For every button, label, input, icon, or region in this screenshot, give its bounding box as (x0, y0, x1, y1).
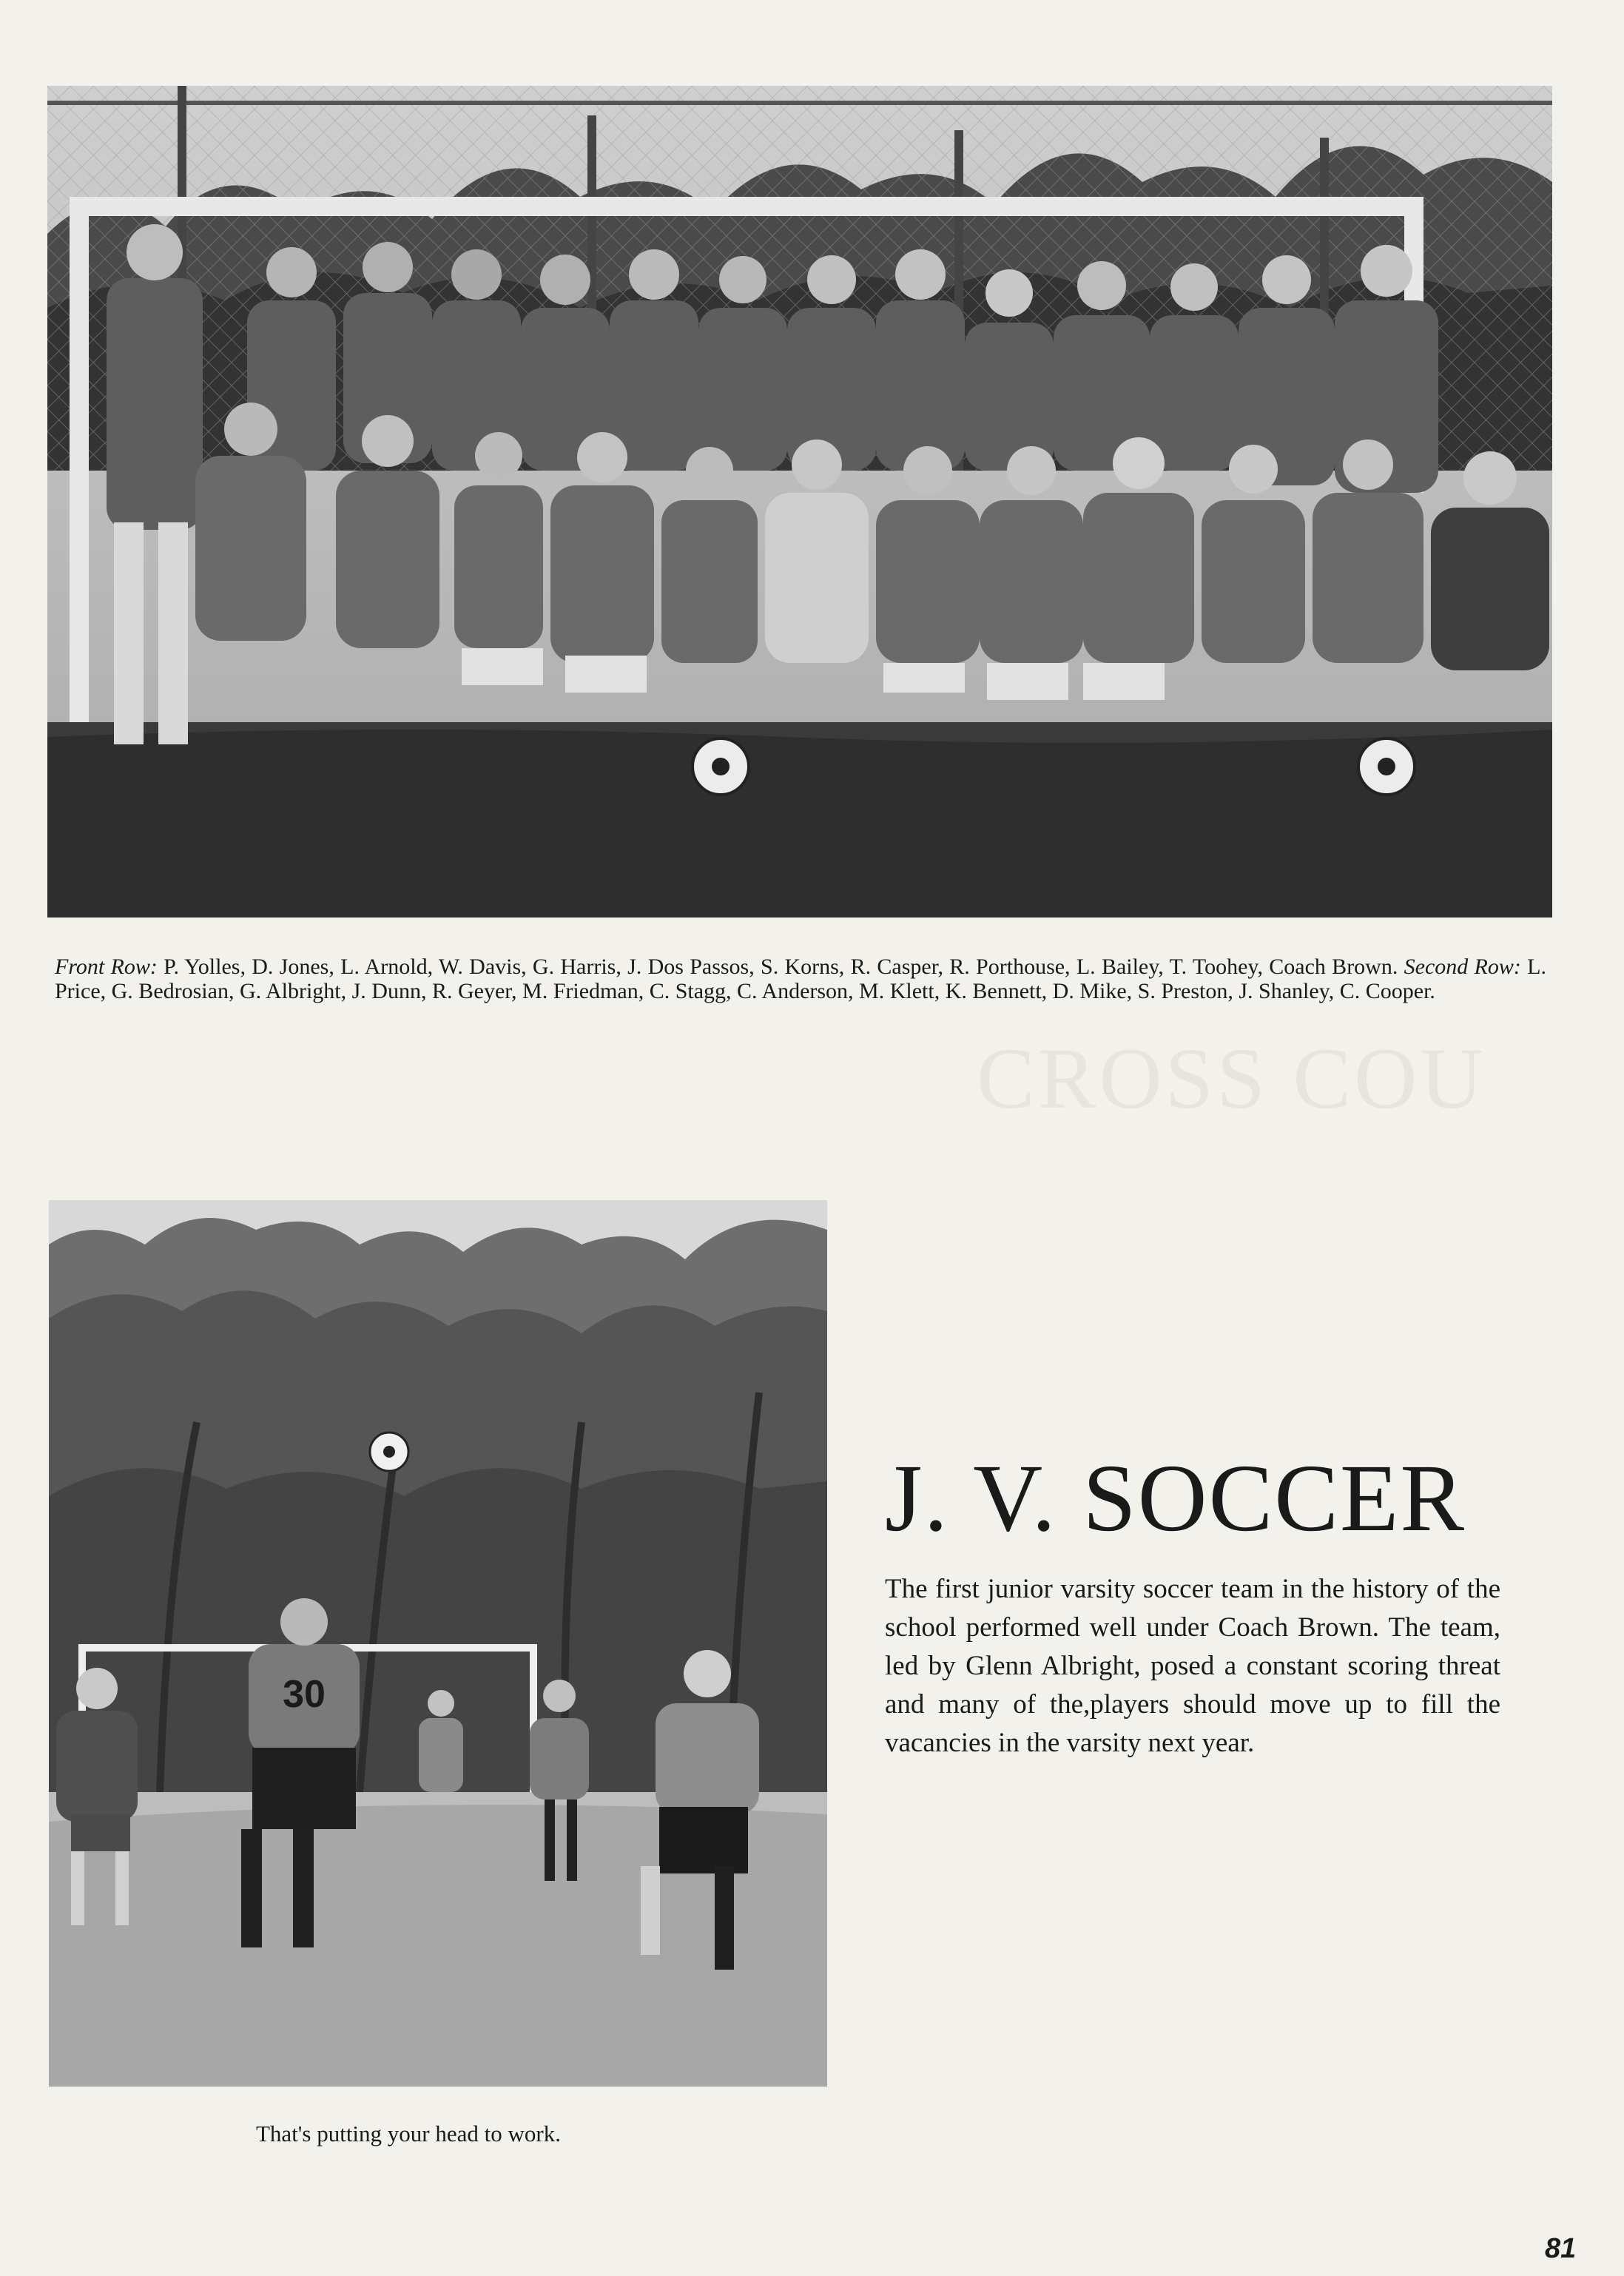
action-photo (49, 1200, 827, 2087)
section-body-text: The first junior varsity soccer team in the history of the school performed well under Coach Brown. The team, led by Glenn Albright, posed a constant scoring threat and many of the,players should move up to fill the vacancies in the varsity next year. (885, 1574, 1500, 1758)
second-row-label: Second Row: (1404, 954, 1521, 979)
section-heading: J. V. SOCCER (885, 1445, 1466, 1552)
front-row-names: P. Yolles, D. Jones, L. Arnold, W. Davis, G. Harris, J. Dos Passos, S. Korns, R. Casper, R. Porthouse, L. Bailey, T. Toohey, Coach Brown. (164, 954, 1398, 979)
second-row-names: L. Price, G. Bedrosian, G. Albright, J. Dunn, R. Geyer, M. Friedman, C. Stagg, C. Anderson, M. Klett, K. Bennett, D. Mike, S. Preston, J. Shanley, C. Cooper. (55, 954, 1546, 1003)
bleed-through-heading: CROSS COU (977, 1030, 1486, 1127)
team-photo-caption (55, 954, 1546, 1003)
team-photo (47, 86, 1552, 918)
front-row-label: Front Row: (55, 954, 158, 979)
jersey-number: 30 (283, 1673, 326, 1716)
page-number: 81 (1545, 2233, 1577, 2264)
action-photo-caption: That's putting your head to work. (256, 2121, 561, 2147)
